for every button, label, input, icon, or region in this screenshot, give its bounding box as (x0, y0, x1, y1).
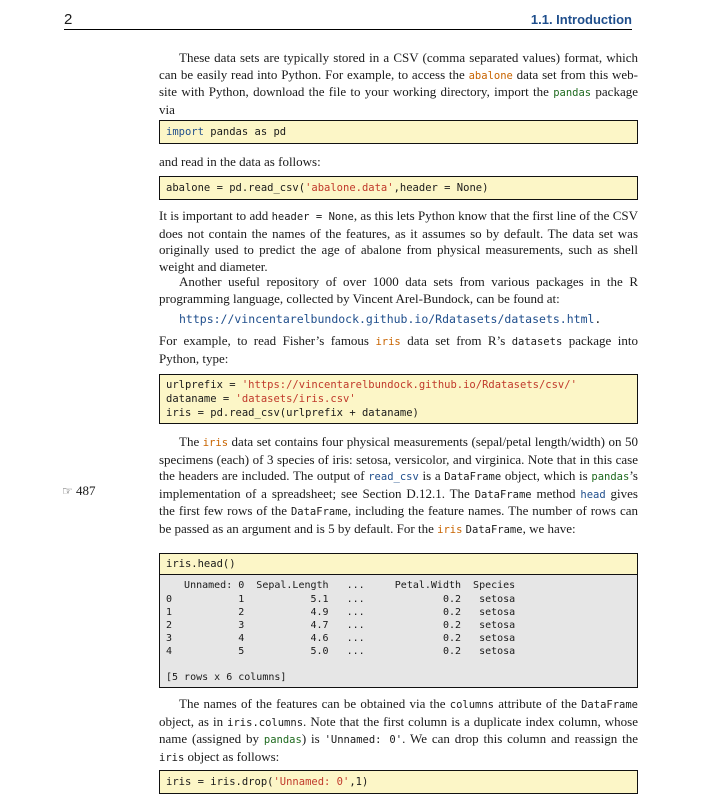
code-line: iris = iris.drop('Unnamed: 0',1) (166, 776, 369, 788)
code-block-import (159, 120, 638, 144)
code-line: dataname = 'datasets/iris.csv' (166, 393, 356, 405)
paragraph-header-none: It is important to add header = None, as this lets Python know that the first line of the CSV does not contain the names of the features, as it assumes so by default. The data set was originally used to predict the age of abalone from physical measurements, such as shell weight and diameter. (159, 208, 638, 274)
paragraph-csv-intro: These data sets are typically stored in a CSV (comma separated values) format, which can be easily read into Python. For example, to access the abalone data set from this web-site with Python, download the file to your working directory, import the pandas package via (159, 50, 638, 117)
output-block-head (159, 574, 638, 688)
code-line: abalone = pd.read_csv('abalone.data',header = None) (166, 182, 489, 194)
pandas-code: pandas (553, 87, 592, 99)
paragraph-read-data: and read in the data as follows: (159, 154, 321, 169)
output-footer: [5 rows x 6 columns] (166, 672, 287, 683)
output-row: 0 1 5.1 ... 0.2 setosa (166, 594, 516, 605)
head-code: head (580, 488, 606, 501)
section-title: 1.1. Introduction (530, 12, 632, 27)
output-row: 4 5 5.0 ... 0.2 setosa (166, 646, 516, 657)
read-csv-code: read_csv (368, 471, 419, 483)
abalone-code: abalone (468, 69, 513, 82)
running-header (64, 11, 632, 30)
datasets-code: datasets (511, 336, 563, 348)
margin-page-number: 487 (76, 483, 96, 498)
code-line: iris = pd.read_csv(urlprefix + dataname) (166, 407, 419, 419)
pointing-hand-icon: ☞ (62, 484, 73, 498)
paragraph-iris-description: The iris data set contains four physical measurements (sepal/petal length/width) on 50 specimens (each) of 3 species of iris: setosa, versicolor, and virginica. Note that in this case the headers are included. The output of read_csv is a DataFrame object, which is pandas’s implementation of a spreadsheet; see Section D.12.1. The DataFrame method head gives the first few rows of the DataFrame, including the feature names. The number of rows can be passed as an argument and is 5 by default. For the iris DataFrame, we have: (159, 434, 638, 536)
header-none-code: header = None (271, 211, 354, 223)
output-header-line: Unnamed: 0 Sepal.Length ... Petal.Width Species (166, 580, 516, 591)
paragraph-r-repository: Another useful repository of over 1000 data sets from various packages in the R programming language, collected by Vincent Arel-Bundock, can be found at: (159, 274, 638, 306)
code-block-drop (159, 770, 638, 794)
output-row: 1 2 4.9 ... 0.2 setosa (166, 607, 516, 618)
code-line: iris.head() (166, 558, 236, 570)
code-block-head (159, 553, 638, 575)
code-block-read-abalone (159, 176, 638, 200)
page-number: 2 (64, 11, 73, 28)
iris-code: iris (375, 336, 401, 348)
code-block-read-iris (159, 374, 638, 424)
output-row: 3 4 4.6 ... 0.2 setosa (166, 633, 516, 644)
margin-reference[interactable] (62, 483, 96, 499)
code-line: urlprefix = 'https://vincentarelbundock.github.io/Rdatasets/csv/' (166, 379, 577, 391)
output-row: 2 3 4.7 ... 0.2 setosa (166, 620, 516, 631)
paragraph-fisher-iris: For example, to read Fisher’s famous iris data set from R’s datasets package into Python, type: (159, 333, 638, 366)
rdatasets-link[interactable]: https://vincentarelbundock.github.io/Rdatasets/datasets.html. (179, 312, 602, 326)
paragraph-columns: The names of the features can be obtained via the columns attribute of the DataFrame object, as in iris.columns. Note that the first column is a duplicate index column, whose name (assigned by pandas) is 'Unnamed: 0'. We can drop this column and reassign the iris object as follows: (159, 696, 639, 764)
code-line: import pandas as pd (166, 126, 287, 138)
